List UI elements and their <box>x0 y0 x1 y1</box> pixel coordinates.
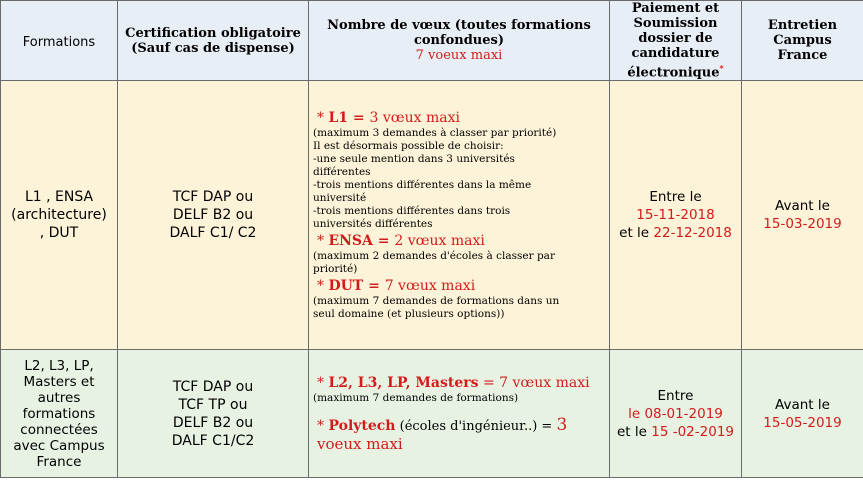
row2-formations: L2, L3, LP, Masters et autres formations connectées avec Campus France <box>1 350 118 478</box>
row2-voeux: * L2, L3, LP, Masters = 7 vœux maxi (maximum 7 demandes de formations) * Polytech (écoles d'ingénieur..) = 3 voeux maxi <box>309 350 610 478</box>
header-paiement: Paiement et Soumission dossier de candidature électronique* <box>610 1 742 81</box>
row1-entretien: Avant le 15-03-2019 <box>742 81 863 350</box>
header-entretien: Entretien Campus France <box>742 1 863 81</box>
table-row <box>1 350 863 478</box>
row1-voeux: * L1 = 3 vœux maxi (maximum 3 demandes à classer par priorité) Il est désormais possible de choisir: -une seule mention dans 3 universités différentes -trois mentions différentes dans la même université -trois mentions différentes dans trois universités différentes * ENSA = 2 vœux maxi (maximum 2 demandes d'écoles à classer par priorité) * DUT = 7 vœux maxi (maximum 7 demandes de formations dans un seul domaine (et plusieurs options)) <box>309 81 610 350</box>
row2-certification: TCF DAP ou TCF TP ou DELF B2 ou DALF C1/C2 <box>118 350 309 478</box>
row1-certification: TCF DAP ou DELF B2 ou DALF C1/ C2 <box>118 81 309 350</box>
row1-paiement: Entre le 15-11-2018 et le 22-12-2018 <box>610 81 742 350</box>
header-voeux: Nombre de vœux (toutes formations confondues) 7 voeux maxi <box>309 1 610 81</box>
header-certification: Certification obligatoire (Sauf cas de dispense) <box>118 1 309 81</box>
header-row <box>1 1 863 81</box>
table-row <box>1 81 863 350</box>
voeux-max-label: 7 voeux maxi <box>415 48 503 64</box>
row2-paiement: Entre le 08-01-2019 et le 15 -02-2019 <box>610 350 742 478</box>
row1-formations: L1 , ENSA (architecture) , DUT <box>1 81 118 350</box>
header-formations: Formations <box>1 1 118 81</box>
row2-entretien: Avant le 15-05-2019 <box>742 350 863 478</box>
